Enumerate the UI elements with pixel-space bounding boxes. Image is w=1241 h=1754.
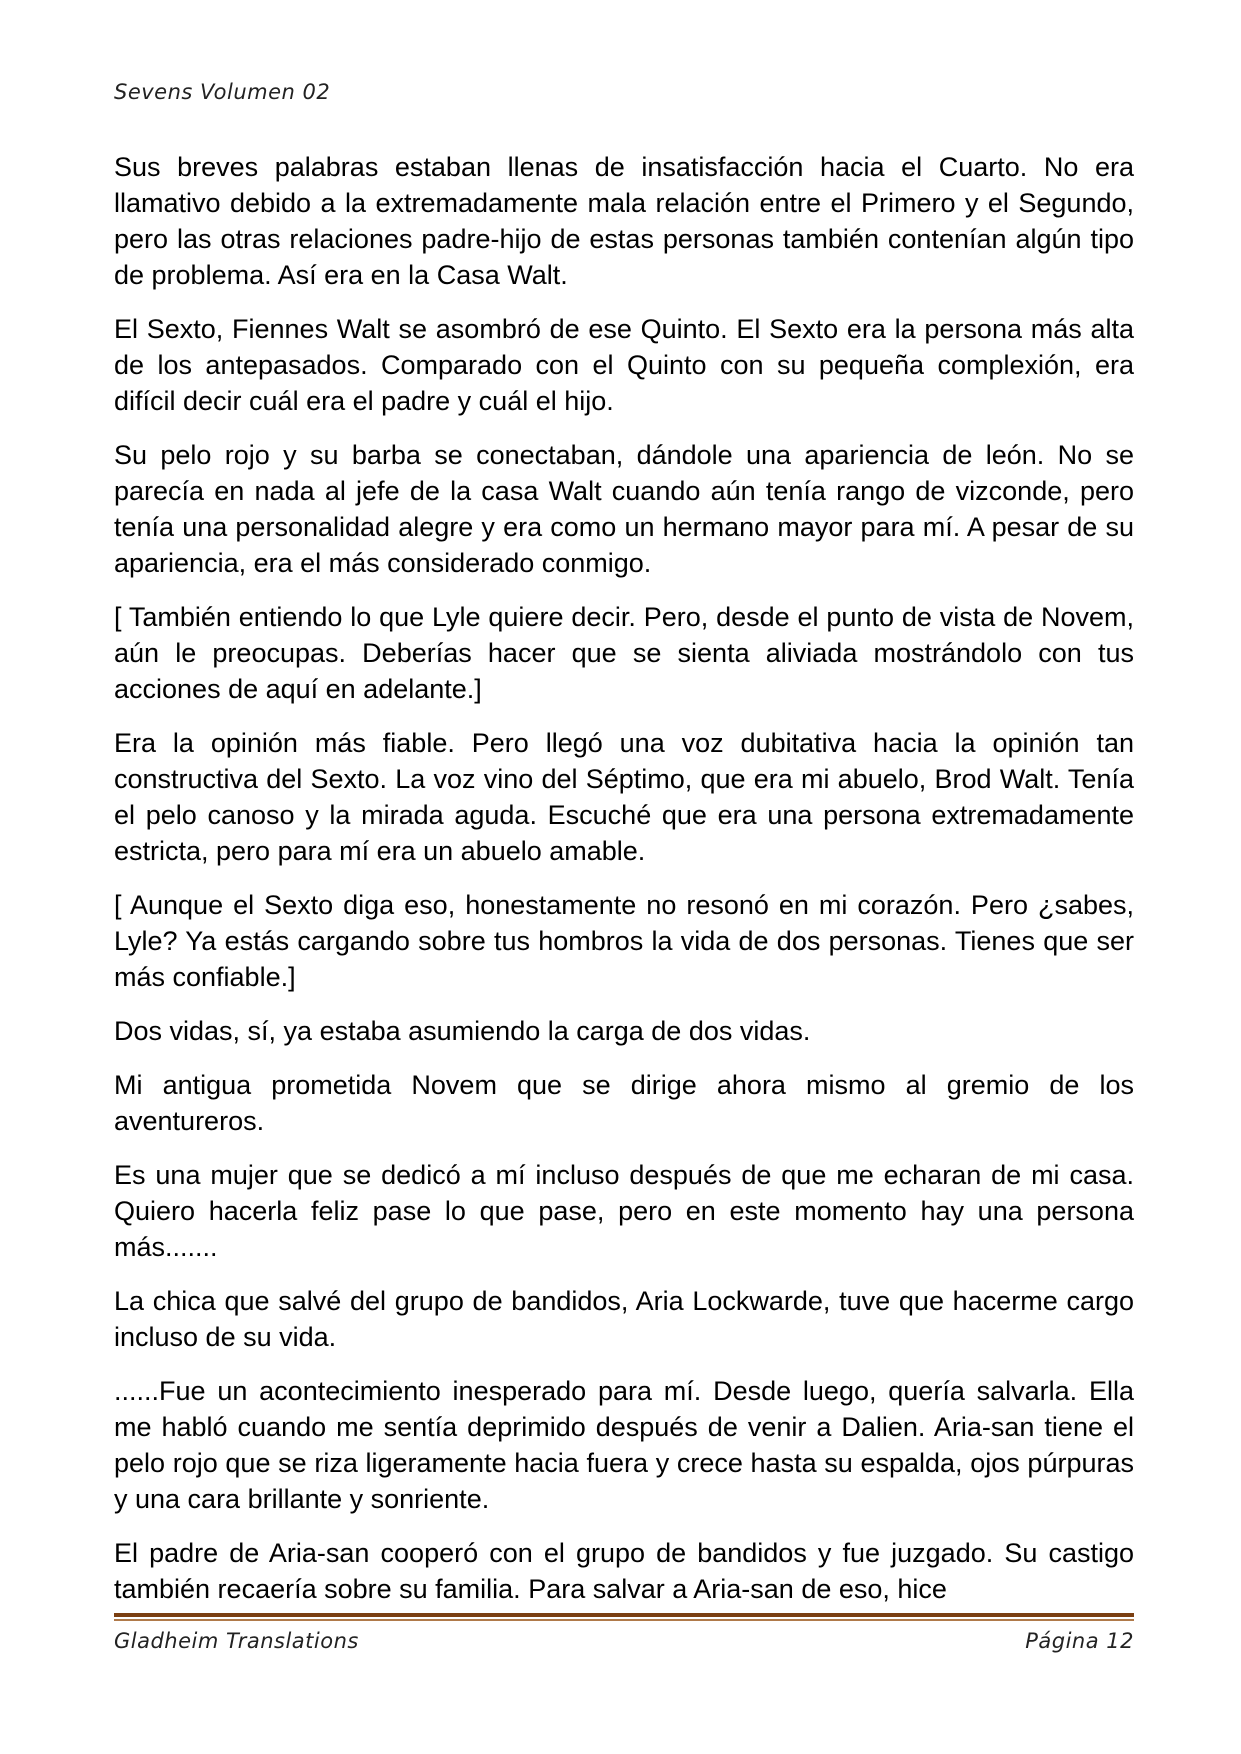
footer-divider-thin: [114, 1619, 1134, 1621]
paragraph: [ Aunque el Sexto diga eso, honestamente no resonó en mi corazón. Pero ¿sabes, Lyle? Ya estás cargando sobre tus hombros la vida de dos personas. Tienes que ser más confiable.]: [114, 890, 1134, 992]
paragraph: El padre de Aria-san cooperó con el grupo de bandidos y fue juzgado. Su castigo también recaería sobre su familia. Para salvar a Aria-san de eso, hice: [114, 1538, 1134, 1604]
paragraph: El Sexto, Fiennes Walt se asombró de ese Quinto. El Sexto era la persona más alta de los antepasados. Comparado con el Quinto con su pequeña complexión, era difícil decir cuál era el padre y cuál el hijo.: [114, 314, 1134, 416]
paragraph: Era la opinión más fiable. Pero llegó una voz dubitativa hacia la opinión tan constructiva del Sexto. La voz vino del Séptimo, que era mi abuelo, Brod Walt. Tenía el pelo canoso y la mirada aguda. Escuché que era una persona extremadamente estricta, pero para mí era un abuelo amable.: [114, 728, 1134, 866]
body-text: [114, 149, 1134, 1625]
paragraph: Mi antigua prometida Novem que se dirige ahora mismo al gremio de los aventureros.: [114, 1070, 1134, 1136]
paragraph: ......Fue un acontecimiento inesperado para mí. Desde luego, quería salvarla. Ella me habló cuando me sentía deprimido después de venir a Dalien. Aria-san tiene el pelo rojo que se riza ligeramente hacia fuera y crece hasta su espalda, ojos púrpuras y una cara brillante y sonriente.: [114, 1376, 1134, 1514]
paragraph: Sus breves palabras estaban llenas de insatisfacción hacia el Cuarto. No era llamativo debido a la extremadamente mala relación entre el Primero y el Segundo, pero las otras relaciones padre-hijo de estas personas también contenían algún tipo de problema. Así era en la Casa Walt.: [114, 152, 1134, 290]
paragraph: [ También entiendo lo que Lyle quiere decir. Pero, desde el punto de vista de Novem, aún le preocupas. Deberías hacer que se sienta aliviada mostrándolo con tus acciones de aquí en adelante.]: [114, 602, 1134, 704]
paragraph: La chica que salvé del grupo de bandidos, Aria Lockwarde, tuve que hacerme cargo incluso de su vida.: [114, 1286, 1134, 1352]
footer-divider-thick: [114, 1613, 1134, 1617]
paragraph: Es una mujer que se dedicó a mí incluso después de que me echaran de mi casa. Quiero hacerla feliz pase lo que pase, pero en este momento hay una persona más.......: [114, 1160, 1134, 1262]
paragraph: Dos vidas, sí, ya estaba asumiendo la carga de dos vidas.: [114, 1016, 811, 1046]
running-header: Sevens Volumen 02: [114, 80, 331, 104]
footer-divider: [114, 1613, 1134, 1621]
paragraph: Su pelo rojo y su barba se conectaban, dándole una apariencia de león. No se parecía en nada al jefe de la casa Walt cuando aún tenía rango de vizconde, pero tenía una personalidad alegre y era como un hermano mayor para mí. A pesar de su apariencia, era el más considerado conmigo.: [114, 440, 1134, 578]
page-number: Página 12: [1025, 1629, 1134, 1653]
footer-publisher: Gladheim Translations: [114, 1629, 359, 1653]
